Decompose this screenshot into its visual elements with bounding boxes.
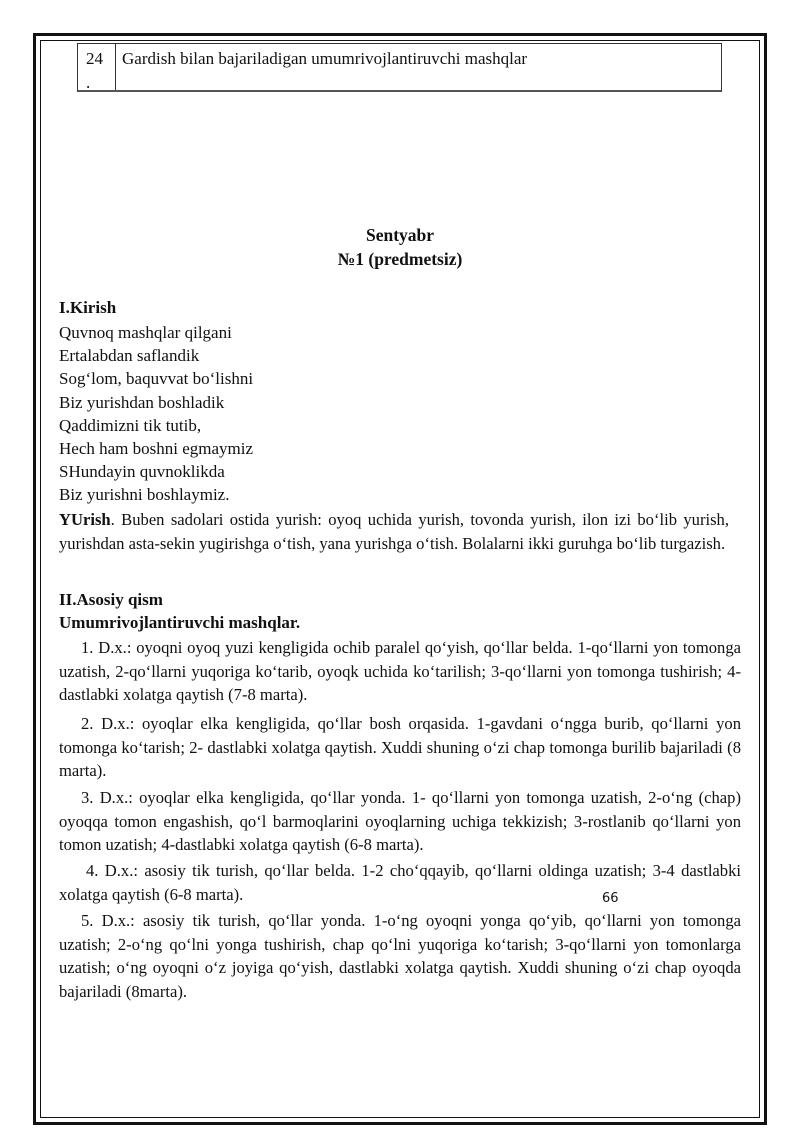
intro-poem (59, 321, 253, 507)
walk-label: YUrish (59, 510, 111, 529)
walk-text: . Buben sadolari ostida yurish: oyoq uchida yurish, tovonda yurish, ilon izi bo‘lib yurish, yurishdan asta-sekin yugirishga o‘tish, yana yurishga o‘tish. Bolalarni ikki guruhga bo‘lib turgazish. (59, 510, 729, 553)
row-title: Gardish bilan bajariladigan umumrivojlantiruvchi mashqlar (122, 49, 528, 68)
poem-line: SHundayin quvnoklikda (59, 462, 225, 482)
poem-line: Biz yurishdan boshladik (59, 392, 225, 412)
exercise-item: 2. D.x.: oyoqlar elka kengligida, qo‘llar bosh orqasida. 1-gavdani o‘ngga burib, qo‘llarni yon tomonga ko‘tarish; 2- dastlabki xolatga qaytish. Xuddi shuning o‘zi chap tomonga burilib bajariladi (8 marta). (59, 714, 741, 781)
plan-table-row (77, 43, 722, 92)
month-heading: Sentyabr (365, 225, 435, 245)
poem-line: Sog‘lom, baquvvat bo‘lishni (59, 369, 254, 389)
poem-line: Qaddimizni tik tutib, (59, 415, 202, 435)
intro-title: I.Kirish (59, 298, 117, 317)
main-title: II.Asosiy qism (59, 590, 163, 609)
exercise-item: 4. D.x.: asosiy tik turish, qo‘llar belda. 1-2 cho‘qqayib, qo‘llarni oldinga uzatish; 3-4 dastlabki xolatga qaytish (6-8 marta). (59, 861, 741, 904)
row-number: 24 . (78, 44, 116, 90)
exercise-item: 3. D.x.: oyoqlar elka kengligida, qo‘llar yonda. 1- qo‘llarni yon tomonga uzatish, 2-o‘ng (chap) oyoqqa tomon engashish, qo‘l barmoqlarini oyoqlarning uchiga tekkizish; 3-rostlanib qo‘llarni yon tomon uzatish; 4-dastlabki xolatga qaytish (6-8 marta). (59, 788, 741, 855)
poem-line: Quvnoq mashqlar qilgani (59, 323, 232, 342)
lesson-heading: №1 (predmetsiz) (337, 249, 463, 269)
exercise-item: 1. D.x.: oyoqni oyoq yuzi kengligida ochib paralel qo‘yish, qo‘llar belda. 1-qo‘llarni yon tomonga uzatish, 2-qo‘llarni yuqoriga ko‘tarib, oyoqk uchida ko‘tarilish; 3-qo‘llarni yon tomonga tushirish; 4-dastlabki xolatga qaytish (7-8 marta). (59, 638, 741, 705)
poem-line: Biz yurishni boshlaymiz. (59, 485, 230, 505)
main-subtitle: Umumrivojlantiruvchi mashqlar. (59, 613, 301, 632)
page-number: 66 (602, 891, 619, 906)
exercise-item: 5. D.x.: asosiy tik turish, qo‘llar yonda. 1-o‘ng oyoqni yonga qo‘yib, qo‘llarni yon tomonga uzatish; 2-o‘ng qo‘lni yonga tushirish, chap qo‘lni yuqoriga ko‘tarish; 3-qo‘llarni yon tomonlarga uzatish; o‘ng oyoqni o‘z joyiga qo‘yish, dastlabki xolatga qaytish. Xuddi shuning o‘zi chap oyoqda bajariladi (8marta). (59, 911, 741, 1002)
walk-paragraph (59, 508, 729, 555)
poem-line: Hech ham boshni egmaymiz (59, 439, 254, 459)
poem-line: Ertalabdan saflandik (59, 346, 200, 366)
